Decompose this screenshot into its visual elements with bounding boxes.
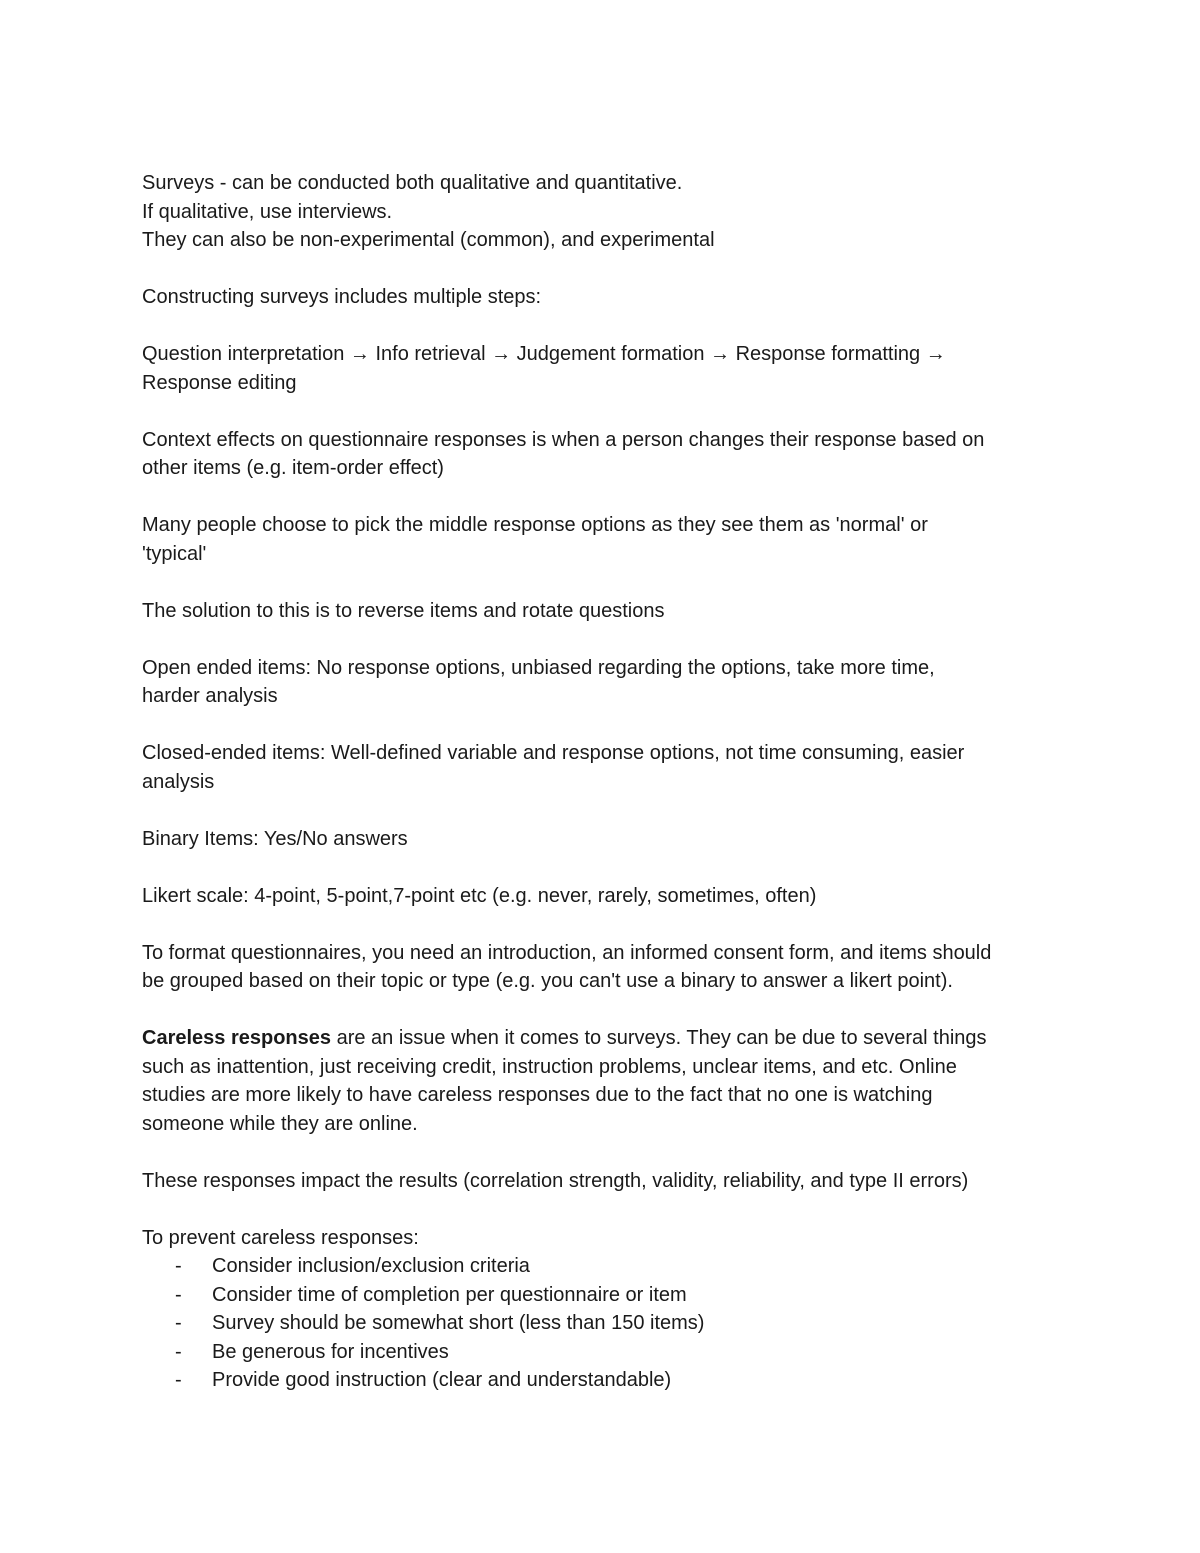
list-item [142, 1309, 1072, 1338]
text-line: someone while they are online. [142, 1112, 418, 1135]
bullet-dash: - [175, 1369, 182, 1391]
paragraph-spacer [142, 625, 1072, 654]
solution-paragraph [142, 597, 1072, 626]
text-line: Likert scale: 4-point, 5-point,7-point etc (e.g. never, rarely, sometimes, often) [142, 884, 817, 907]
paragraph-spacer [142, 1138, 1072, 1167]
text-line: These responses impact the results (correlation strength, validity, reliability, and type II errors) [142, 1169, 969, 1192]
text-run: are an issue when it comes to surveys. They can be due to several things [331, 1027, 987, 1049]
format-paragraph [142, 939, 1072, 996]
closed-ended-paragraph [142, 739, 1072, 796]
paragraph-spacer [142, 312, 1072, 341]
paragraph-spacer [142, 483, 1072, 512]
bullet-dash: - [175, 1283, 182, 1306]
bullet-dash: - [175, 1255, 182, 1277]
bullet-dash: - [175, 1312, 182, 1334]
paragraph-spacer [142, 853, 1072, 882]
text-line: The solution to this is to reverse items and rotate questions [142, 599, 665, 622]
text-line: such as inattention, just receiving credit, instruction problems, unclear items, and etc. Online [142, 1055, 957, 1078]
paragraph-spacer [142, 397, 1072, 426]
text-line: Question interpretation → Info retrieval → Judgement formation → Response formatting → [142, 343, 946, 365]
text-line: If qualitative, use interviews. [142, 200, 393, 223]
text-line: Context effects on questionnaire responses is when a person changes their response based on [142, 428, 985, 451]
paragraph-spacer [142, 996, 1072, 1025]
text-line: Surveys - can be conducted both qualitative and quantitative. [142, 172, 683, 194]
context-effects-paragraph [142, 426, 1072, 483]
text-line: be grouped based on their topic or type (e.g. you can't use a binary to answer a likert point). [142, 970, 953, 992]
text-line: studies are more likely to have careless responses due to the fact that no one is watching [142, 1084, 933, 1106]
prevent-heading [142, 1224, 1072, 1253]
text-line: To format questionnaires, you need an introduction, an informed consent form, and items should [142, 941, 992, 964]
text-line: They can also be non-experimental (common), and experimental [142, 229, 715, 251]
text-line: Open ended items: No response options, unbiased regarding the options, take more time, [142, 656, 935, 679]
paragraph-spacer [142, 1195, 1072, 1224]
bullet-dash: - [175, 1340, 182, 1363]
middle-response-paragraph [142, 511, 1072, 568]
steps-paragraph [142, 340, 1072, 397]
intro-paragraph [142, 169, 1072, 255]
paragraph-spacer [142, 910, 1072, 939]
open-ended-paragraph [142, 654, 1072, 711]
text-line: other items (e.g. item-order effect) [142, 457, 444, 479]
text-line [142, 1024, 1072, 1053]
text-line: analysis [142, 770, 215, 793]
document-page [142, 169, 1072, 1395]
text-line: Many people choose to pick the middle response options as they see them as 'normal' or [142, 514, 928, 536]
binary-paragraph [142, 825, 1072, 854]
paragraph-spacer [142, 568, 1072, 597]
list-item-text: Consider time of completion per questionnaire or item [212, 1283, 687, 1306]
text-line: To prevent careless responses: [142, 1226, 419, 1249]
list-item-text: Survey should be somewhat short (less than 150 items) [212, 1312, 705, 1334]
paragraph-spacer [142, 711, 1072, 740]
list-item-text: Be generous for incentives [212, 1340, 449, 1363]
list-item [142, 1366, 1072, 1395]
list-item [142, 1338, 1072, 1367]
text-line: Response editing [142, 371, 297, 394]
list-item [142, 1252, 1072, 1281]
likert-paragraph [142, 882, 1072, 911]
text-line: Binary Items: Yes/No answers [142, 827, 408, 850]
paragraph-spacer [142, 796, 1072, 825]
list-item-text: Consider inclusion/exclusion criteria [212, 1255, 530, 1277]
paragraph-spacer [142, 255, 1072, 284]
constructing-paragraph [142, 283, 1072, 312]
list-item-text: Provide good instruction (clear and understandable) [212, 1369, 672, 1391]
text-line: Constructing surveys includes multiple steps: [142, 286, 542, 308]
text-line: harder analysis [142, 685, 278, 707]
text-line: Closed-ended items: Well-defined variable and response options, not time consuming, easier [142, 742, 965, 764]
careless-responses-paragraph [142, 1024, 1072, 1138]
text-line: 'typical' [142, 542, 207, 565]
list-item [142, 1281, 1072, 1310]
careless-responses-term: Careless responses [142, 1027, 332, 1049]
prevent-list [142, 1252, 1072, 1395]
impact-paragraph [142, 1167, 1072, 1196]
